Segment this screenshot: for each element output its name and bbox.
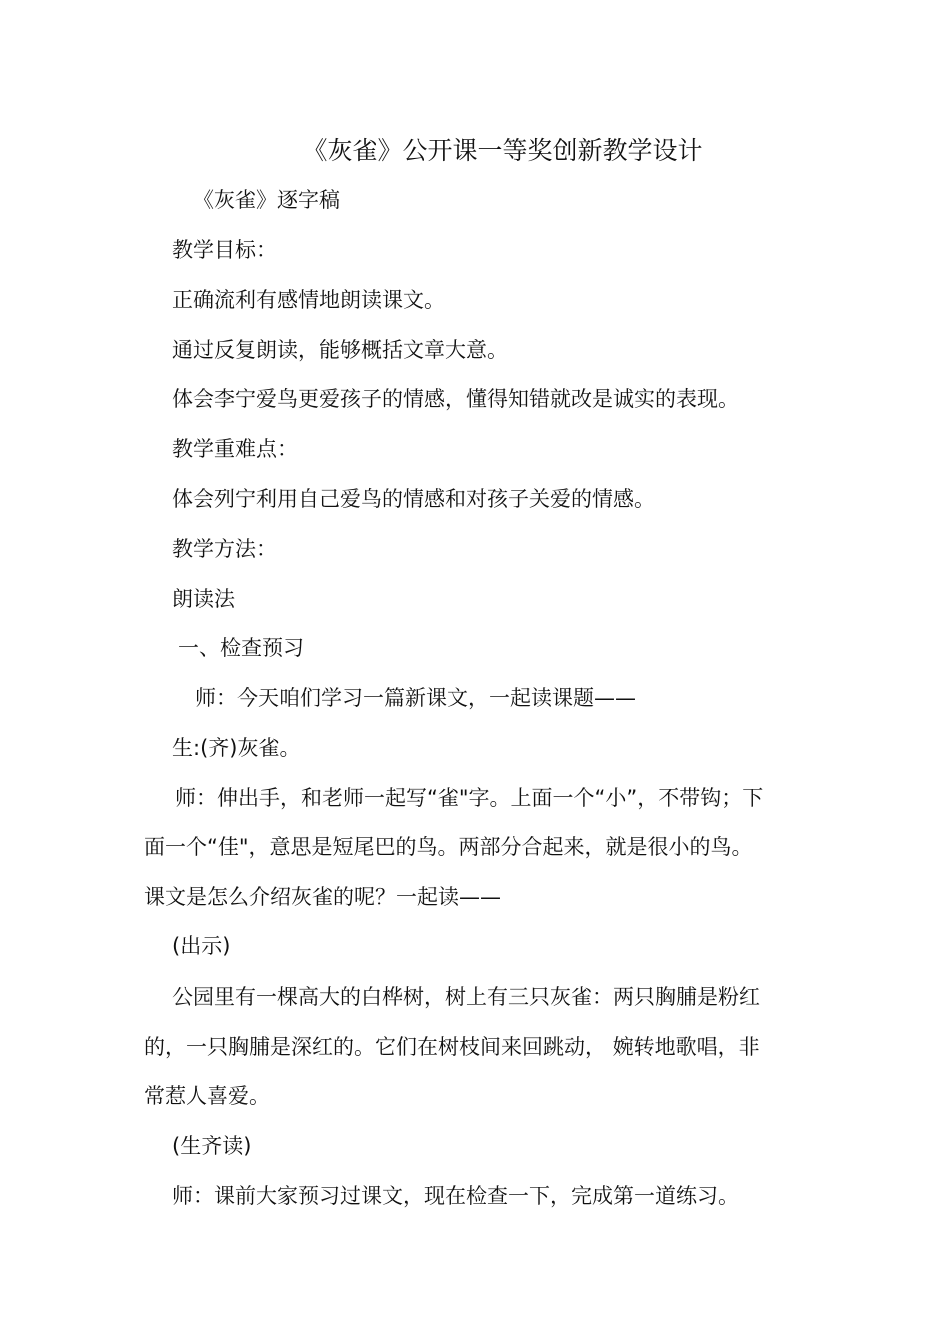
document-title: 《灰雀》公开课一等奖创新教学设计: [302, 136, 703, 165]
section-heading-preview: 一、检查预习: [178, 636, 304, 660]
subtitle-line: 《灰雀》逐字稿: [193, 188, 340, 212]
paragraph-line: 面一个“佳"，意思是短尾巴的鸟。两部分合起来，就是很小的鸟。: [144, 835, 753, 859]
section-heading-methods: 教学方法：: [172, 537, 277, 561]
paragraph-line: 生:(齐)灰雀。: [172, 736, 301, 760]
paragraph-line: 师：今天咱们学习一篇新课文，一起读课题——: [195, 686, 636, 710]
paragraph-line: 体会列宁利用自己爱鸟的情感和对孩子关爱的情感。: [172, 487, 655, 511]
paragraph-line: 朗读法: [172, 587, 235, 611]
paragraph-line: 公园里有一棵高大的白桦树，树上有三只灰雀：两只胸脯是粉红: [172, 985, 760, 1009]
paragraph-line: 师：伸出手，和老师一起写“雀"字。上面一个“小”，不带钩；下: [175, 786, 764, 810]
paragraph-line: (出示): [172, 934, 231, 958]
paragraph-line: 常惹人喜爱。: [144, 1084, 270, 1108]
paragraph-line: 通过反复朗读，能够概括文章大意。: [172, 338, 508, 362]
paragraph-line: 正确流利有感情地朗读课文。: [172, 288, 445, 312]
section-heading-objectives: 教学目标：: [172, 238, 277, 262]
paragraph-line: 课文是怎么介绍灰雀的呢？一起读——: [144, 885, 501, 909]
paragraph-line: 师：课前大家预习过课文，现在检查一下，完成第一道练习。: [172, 1184, 739, 1208]
paragraph-line: 体会李宁爱鸟更爱孩子的情感，懂得知错就改是诚实的表现。: [172, 387, 739, 411]
section-heading-key-points: 教学重难点：: [172, 437, 298, 461]
paragraph-line: (生齐读): [172, 1134, 252, 1158]
paragraph-line: 的，一只胸脯是深红的。它们在树枝间来回跳动， 婉转地歌唱，非: [144, 1035, 760, 1059]
